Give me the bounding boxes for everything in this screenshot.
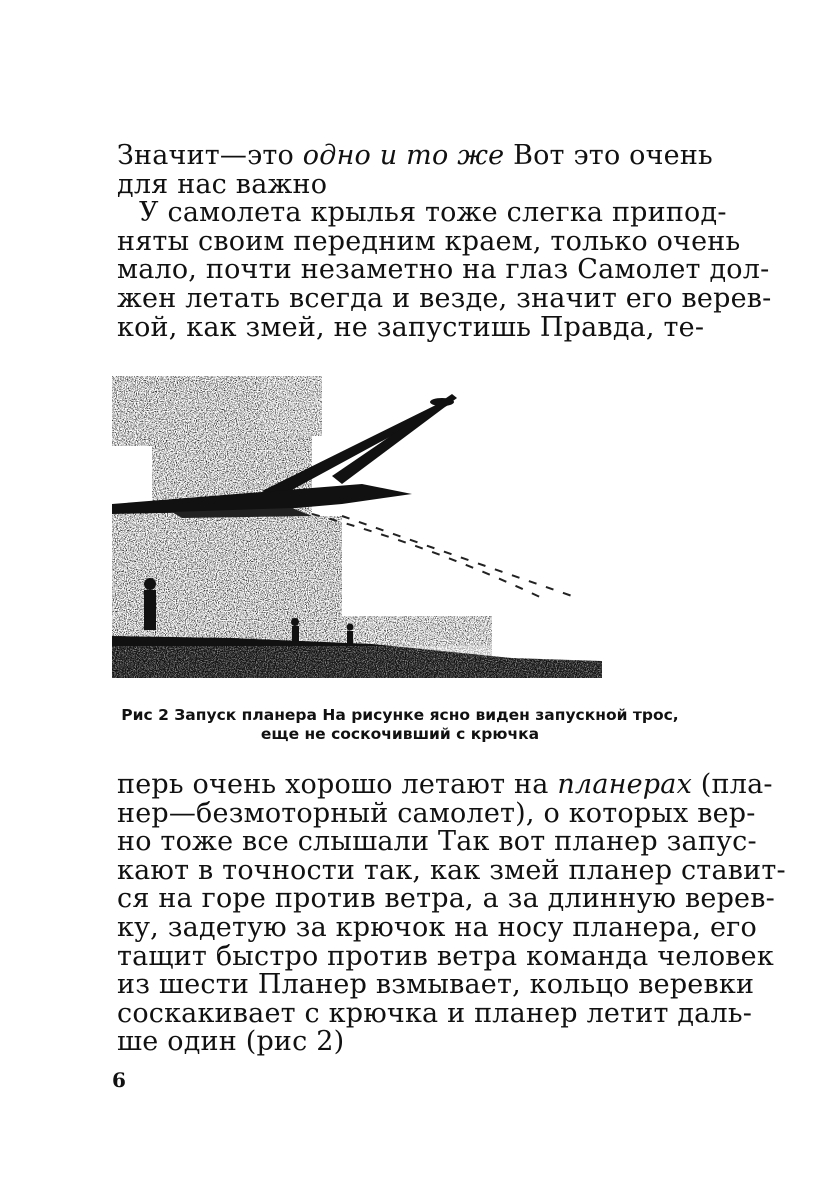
- text-line: соскакивает с крючка и планер летит даль-: [117, 997, 753, 1029]
- caption-line: Рис 2 Запуск планера На рисунке ясно виден запускной трос,: [121, 706, 679, 724]
- text-line: перь очень хорошо летают на планерах (пла-: [117, 769, 773, 800]
- text-line: Значит—это одно и то же Вот это очень: [117, 140, 713, 171]
- top-paragraph: [117, 140, 772, 343]
- light-patch: [112, 446, 152, 506]
- text-line: для нас важно: [117, 168, 328, 200]
- caption-line: еще не соскочивший с крючка: [260, 725, 540, 743]
- text-line: кой, как змей, не запустишь Правда, те-: [117, 311, 705, 343]
- italic-phrase: одно и то же: [302, 140, 505, 171]
- text-line: нер—безмоторный самолет), о которых вер-: [117, 797, 756, 829]
- photo-illustration: [112, 376, 602, 678]
- page-number: 6: [112, 1068, 126, 1092]
- text-line: У самолета крылья тоже слегка припод-: [139, 197, 727, 229]
- glider-launch-photo: [112, 376, 602, 678]
- text-line: кают в точности так, как змей планер ставит-: [117, 854, 786, 886]
- ground-texture: [112, 646, 602, 678]
- figure-caption: [110, 706, 690, 744]
- text-line: ся на горе против ветра, а за длинную верев-: [117, 883, 775, 915]
- launch-rope: [312, 514, 572, 598]
- text-line: из шести Планер взмывает, кольцо веревки: [117, 969, 755, 1001]
- text-line: мало, почти незаметно на глаз Самолет дол-: [117, 254, 770, 286]
- text-line: няты своим передним краем, только очень: [117, 225, 741, 257]
- bottom-paragraph: [117, 769, 786, 1058]
- italic-word: планерах: [557, 769, 692, 800]
- text-line: ку, задетую за крючок на носу планера, его: [117, 911, 757, 943]
- text-line: тащит быстро против ветра команда человек: [117, 940, 774, 972]
- text-line: но тоже все слышали Так вот планер запус-: [117, 826, 757, 858]
- text-line: жен летать всегда и везде, значит его верев-: [117, 282, 772, 314]
- text-line: ше один (рис 2): [117, 1026, 345, 1058]
